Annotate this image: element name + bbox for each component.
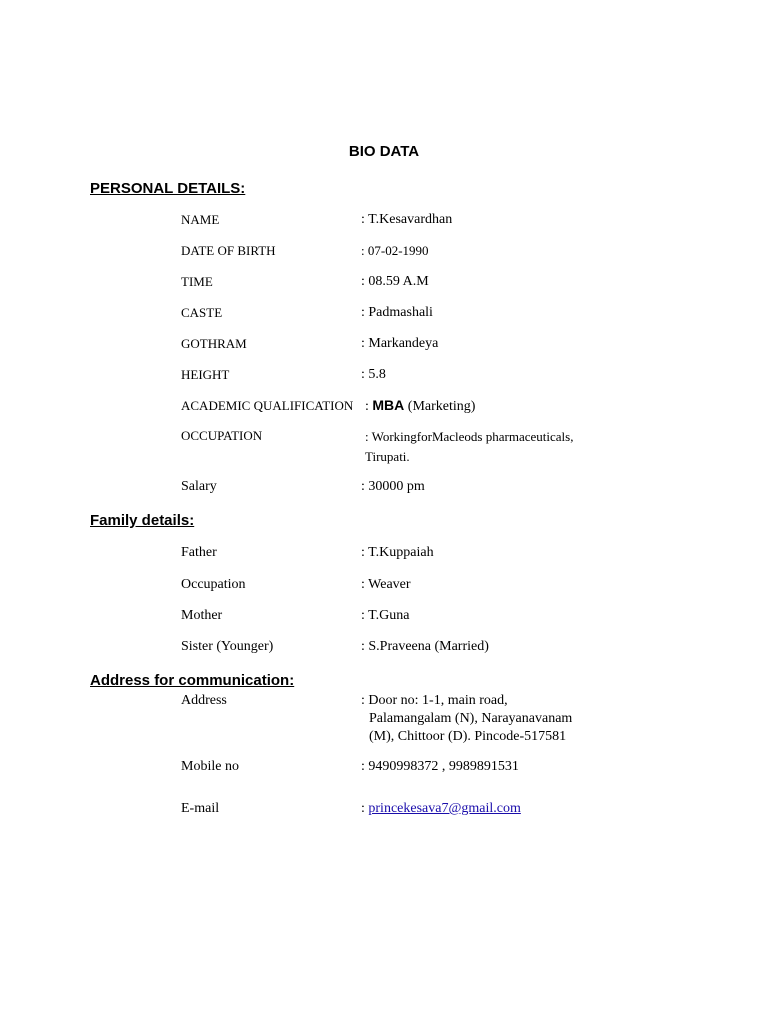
mobile-value: : 9490998372 , 9989891531 bbox=[361, 759, 519, 774]
father-value: : T.Kuppaiah bbox=[361, 545, 434, 560]
salary-label: Salary bbox=[181, 479, 217, 494]
gothram-value: : Markandeya bbox=[361, 336, 439, 351]
salary-value: : 30000 pm bbox=[361, 479, 425, 494]
occupation-value bbox=[365, 428, 573, 466]
qualification-prefix: : bbox=[365, 399, 373, 414]
occupation-label: OCCUPATION bbox=[181, 428, 263, 443]
sister-value: : S.Praveena (Married) bbox=[361, 639, 489, 654]
family-occupation-label: Occupation bbox=[181, 577, 246, 592]
gothram-label: GOTHRAM bbox=[181, 336, 247, 351]
time-label: TIME bbox=[181, 274, 213, 289]
personal-details-heading: PERSONAL DETAILS: bbox=[90, 180, 246, 197]
dob-value: : 07-02-1990 bbox=[361, 243, 429, 258]
address-line-3: (M), Chittoor (D). Pincode-517581 bbox=[369, 729, 567, 744]
qualification-value bbox=[365, 397, 475, 415]
occupation-line-2: Tirupati. bbox=[365, 449, 410, 464]
email-prefix: : bbox=[361, 801, 369, 816]
time-value: : 08.59 A.M bbox=[361, 274, 429, 289]
family-details-heading: Family details: bbox=[90, 512, 195, 529]
height-label: HEIGHT bbox=[181, 367, 230, 382]
address-line-2: Palamangalam (N), Narayanavanam bbox=[369, 711, 573, 726]
mother-label: Mother bbox=[181, 608, 223, 623]
email-value bbox=[361, 801, 521, 817]
address-label: Address bbox=[181, 693, 227, 708]
family-occupation-value: : Weaver bbox=[361, 577, 411, 592]
address-line-1: : Door no: 1-1, main road, bbox=[361, 693, 508, 708]
occupation-line-1: : WorkingforMacleods pharmaceuticals, bbox=[365, 429, 574, 444]
qualification-degree: MBA bbox=[372, 397, 405, 413]
mother-value: : T.Guna bbox=[361, 608, 410, 623]
mobile-label: Mobile no bbox=[181, 759, 239, 774]
qualification-specialization: (Marketing) bbox=[404, 399, 476, 414]
name-value: : T.Kesavardhan bbox=[361, 212, 453, 227]
document-title: BIO DATA bbox=[348, 143, 420, 160]
caste-label: CASTE bbox=[181, 305, 223, 320]
dob-label: DATE OF BIRTH bbox=[181, 243, 276, 258]
address-heading: Address for communication: bbox=[90, 672, 295, 689]
sister-label: Sister (Younger) bbox=[181, 639, 274, 654]
father-label: Father bbox=[181, 545, 217, 560]
address-value bbox=[361, 692, 572, 746]
name-label: NAME bbox=[181, 212, 220, 227]
email-label: E-mail bbox=[181, 801, 220, 816]
email-link[interactable]: princekesava7@gmail.com bbox=[368, 801, 521, 816]
caste-value: : Padmashali bbox=[361, 305, 433, 320]
qualification-label: ACADEMIC QUALIFICATION bbox=[181, 398, 354, 413]
height-value: : 5.8 bbox=[361, 367, 386, 382]
